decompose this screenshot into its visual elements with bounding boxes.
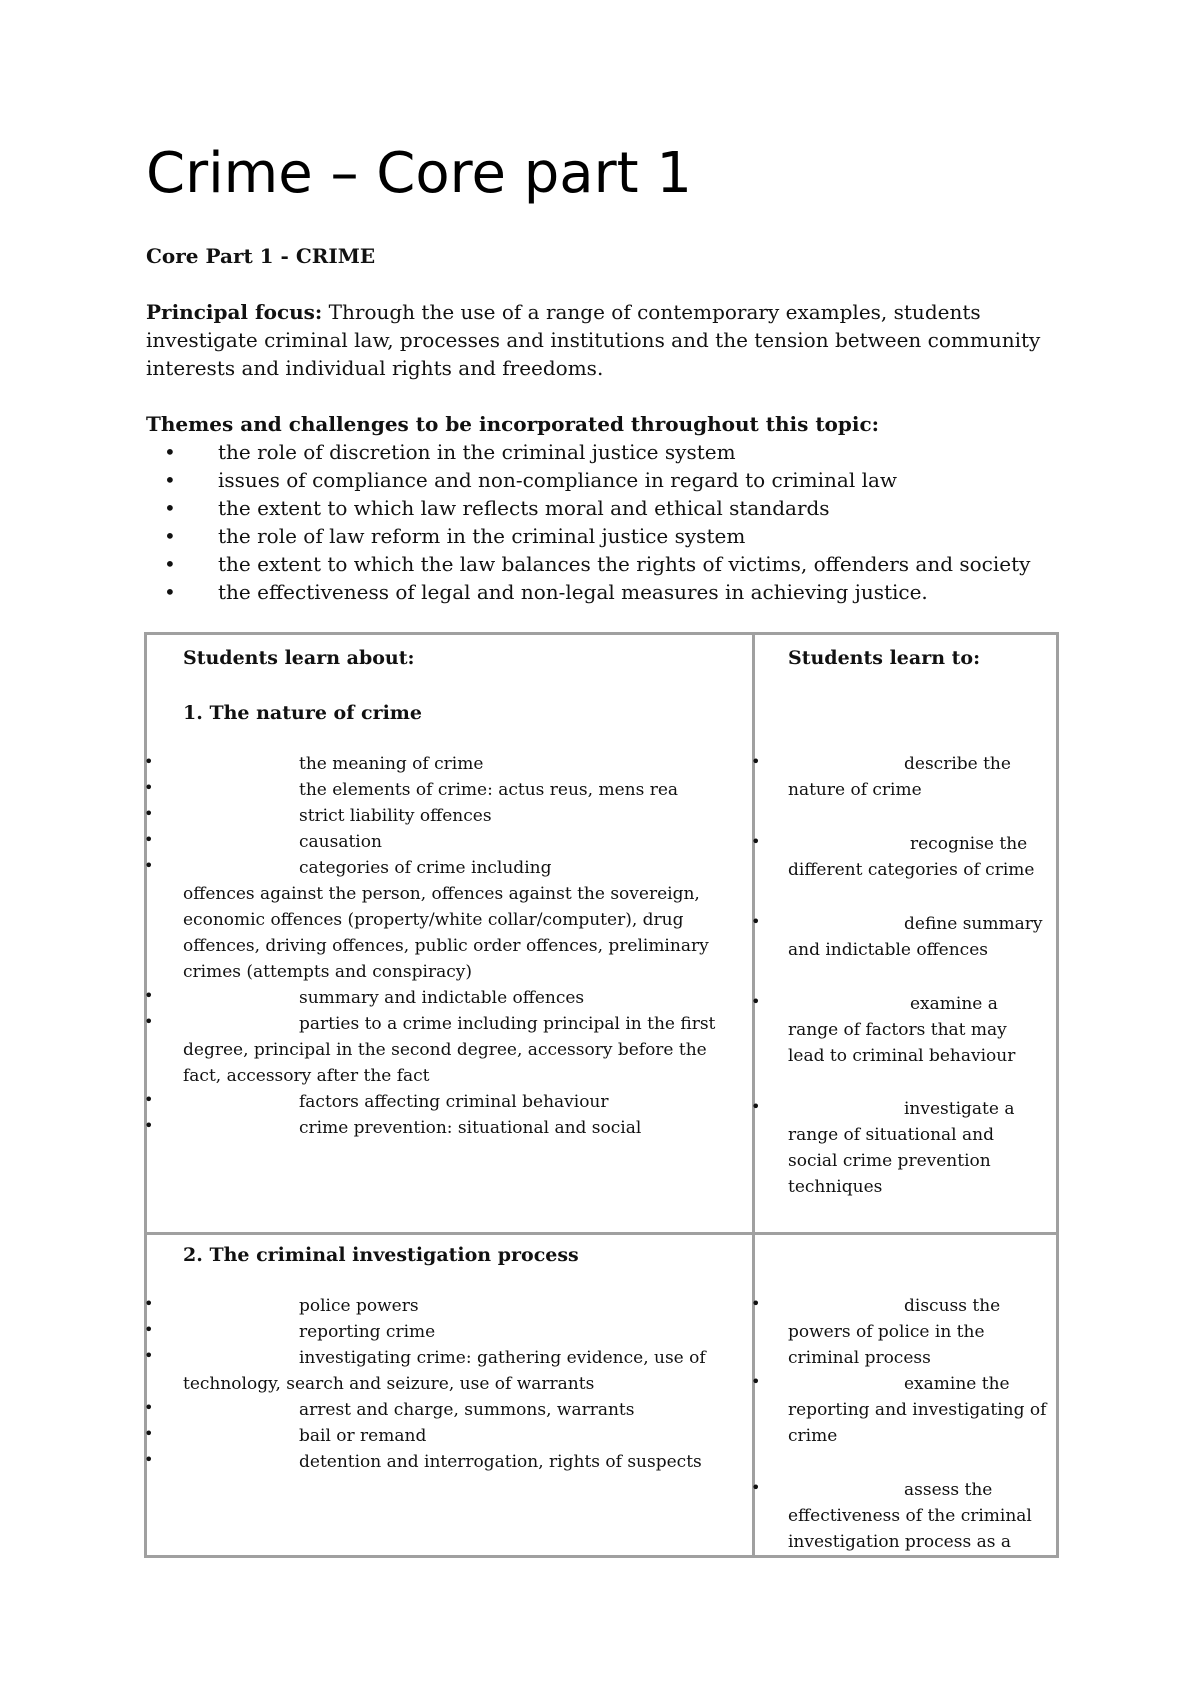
bullet-icon: • [164, 496, 176, 520]
row-divider [147, 1232, 1056, 1235]
bullet-icon: • [164, 524, 176, 548]
bullet-icon: • [144, 752, 154, 771]
about-item: factors affecting criminal behaviour [299, 1092, 609, 1112]
learn-to-item: assess the [904, 1480, 993, 1500]
subtitle: Core Part 1 - CRIME [146, 244, 376, 268]
list-item [146, 550, 1030, 578]
list-item [146, 522, 1030, 550]
bullet-icon: • [751, 1478, 761, 1497]
learn-to-item-continued: reporting and investigating of [788, 1400, 1047, 1420]
learn-to-item-continued: social crime prevention [788, 1151, 991, 1171]
theme-text: the role of law reform in the criminal justice system [218, 524, 746, 548]
bullet-icon: • [144, 1450, 154, 1469]
learn-to-item: examine the [904, 1374, 1010, 1394]
column-divider [752, 635, 755, 1555]
theme-text: the role of discretion in the criminal justice system [218, 440, 736, 464]
bullet-icon: • [144, 1346, 154, 1365]
about-item: police powers [299, 1296, 419, 1316]
bullet-icon: • [144, 1320, 154, 1339]
bullet-icon: • [751, 752, 761, 771]
list-item [146, 466, 1030, 494]
learn-to-item-continued: crime [788, 1426, 838, 1446]
about-item-continued: offences, driving offences, public order offences, preliminary [183, 936, 709, 956]
about-item: summary and indictable offences [299, 988, 585, 1008]
bullet-icon: • [144, 1424, 154, 1443]
list-item [146, 494, 1030, 522]
bullet-icon: • [751, 1372, 761, 1391]
learn-to-item: define summary [904, 914, 1043, 934]
theme-text: issues of compliance and non-compliance in regard to criminal law [218, 468, 898, 492]
bullet-icon: • [751, 1294, 761, 1313]
learn-to-item-continued: range of factors that may [788, 1020, 1007, 1040]
about-item-continued: offences against the person, offences against the sovereign, [183, 884, 700, 904]
about-item: the elements of crime: actus reus, mens rea [299, 780, 679, 800]
section1-heading: 1. The nature of crime [183, 702, 422, 724]
learn-to-item-continued: effectiveness of the criminal [788, 1506, 1032, 1526]
theme-text: the effectiveness of legal and non-legal measures in achieving justice. [218, 580, 928, 604]
bullet-icon: • [144, 1090, 154, 1109]
learn-to-item-continued: lead to criminal behaviour [788, 1046, 1016, 1066]
list-item [146, 438, 1030, 466]
about-item: reporting crime [299, 1322, 436, 1342]
principal-focus-text: Through the use of a range of contemporary examples, students investigate criminal law, processes and institutions and the tension between community interests and individual rights and freedoms. [146, 300, 1041, 380]
about-item: crime prevention: situational and social [299, 1118, 642, 1138]
learn-to-item-continued: different categories of crime [788, 860, 1035, 880]
bullet-icon: • [144, 856, 154, 875]
about-item-continued: fact, accessory after the fact [183, 1066, 430, 1086]
bullet-icon: • [164, 440, 176, 464]
theme-text: the extent to which law reflects moral and ethical standards [218, 496, 830, 520]
learn-table [144, 632, 1059, 1558]
bullet-icon: • [144, 1294, 154, 1313]
about-item: causation [299, 832, 382, 852]
page-title: Crime – Core part 1 [146, 141, 692, 206]
about-item: parties to a crime including principal in the first [299, 1014, 716, 1034]
list-item [146, 578, 1030, 606]
learn-to-item: discuss the [904, 1296, 1001, 1316]
principal-focus-paragraph [146, 298, 1076, 382]
col1-header: Students learn about: [183, 647, 415, 669]
principal-focus-label: Principal focus: [146, 300, 323, 324]
bullet-icon: • [164, 552, 176, 576]
learn-to-item-continued: range of situational and [788, 1125, 994, 1145]
bullet-icon: • [144, 1398, 154, 1417]
bullet-icon: • [144, 1116, 154, 1135]
learn-to-item-continued: criminal process [788, 1348, 931, 1368]
bullet-icon: • [144, 830, 154, 849]
about-item: strict liability offences [299, 806, 492, 826]
theme-text: the extent to which the law balances the rights of victims, offenders and society [218, 552, 1031, 576]
bullet-icon: • [751, 832, 761, 851]
learn-to-item-continued: powers of police in the [788, 1322, 985, 1342]
themes-heading: Themes and challenges to be incorporated throughout this topic: [146, 412, 880, 436]
bullet-icon: • [164, 580, 176, 604]
bullet-icon: • [164, 468, 176, 492]
learn-to-item-continued: investigation process as a [788, 1532, 1011, 1552]
learn-to-item-continued: techniques [788, 1177, 883, 1197]
about-item-continued: economic offences (property/white collar/computer), drug [183, 910, 684, 930]
about-item-continued: technology, search and seizure, use of warrants [183, 1374, 595, 1394]
learn-to-item: describe the [904, 754, 1011, 774]
bullet-icon: • [144, 804, 154, 823]
bullet-icon: • [751, 912, 761, 931]
learn-to-item: investigate a [904, 1099, 1015, 1119]
col2-header: Students learn to: [788, 647, 981, 669]
learn-to-item-continued: and indictable offences [788, 940, 988, 960]
about-item-continued: degree, principal in the second degree, accessory before the [183, 1040, 707, 1060]
about-item: bail or remand [299, 1426, 427, 1446]
about-item: the meaning of crime [299, 754, 484, 774]
bullet-icon: • [751, 992, 761, 1011]
bullet-icon: • [751, 1097, 761, 1116]
about-item: detention and interrogation, rights of suspects [299, 1452, 702, 1472]
bullet-icon: • [144, 778, 154, 797]
section2-heading: 2. The criminal investigation process [183, 1244, 579, 1266]
learn-to-item: examine a [910, 994, 998, 1014]
bullet-icon: • [144, 1012, 154, 1031]
about-item-continued: crimes (attempts and conspiracy) [183, 962, 472, 982]
learn-to-item: recognise the [910, 834, 1028, 854]
about-item: categories of crime including [299, 858, 552, 878]
themes-list [146, 438, 1030, 606]
about-item: investigating crime: gathering evidence, use of [299, 1348, 706, 1368]
about-item: arrest and charge, summons, warrants [299, 1400, 635, 1420]
learn-to-item-continued: nature of crime [788, 780, 922, 800]
bullet-icon: • [144, 986, 154, 1005]
